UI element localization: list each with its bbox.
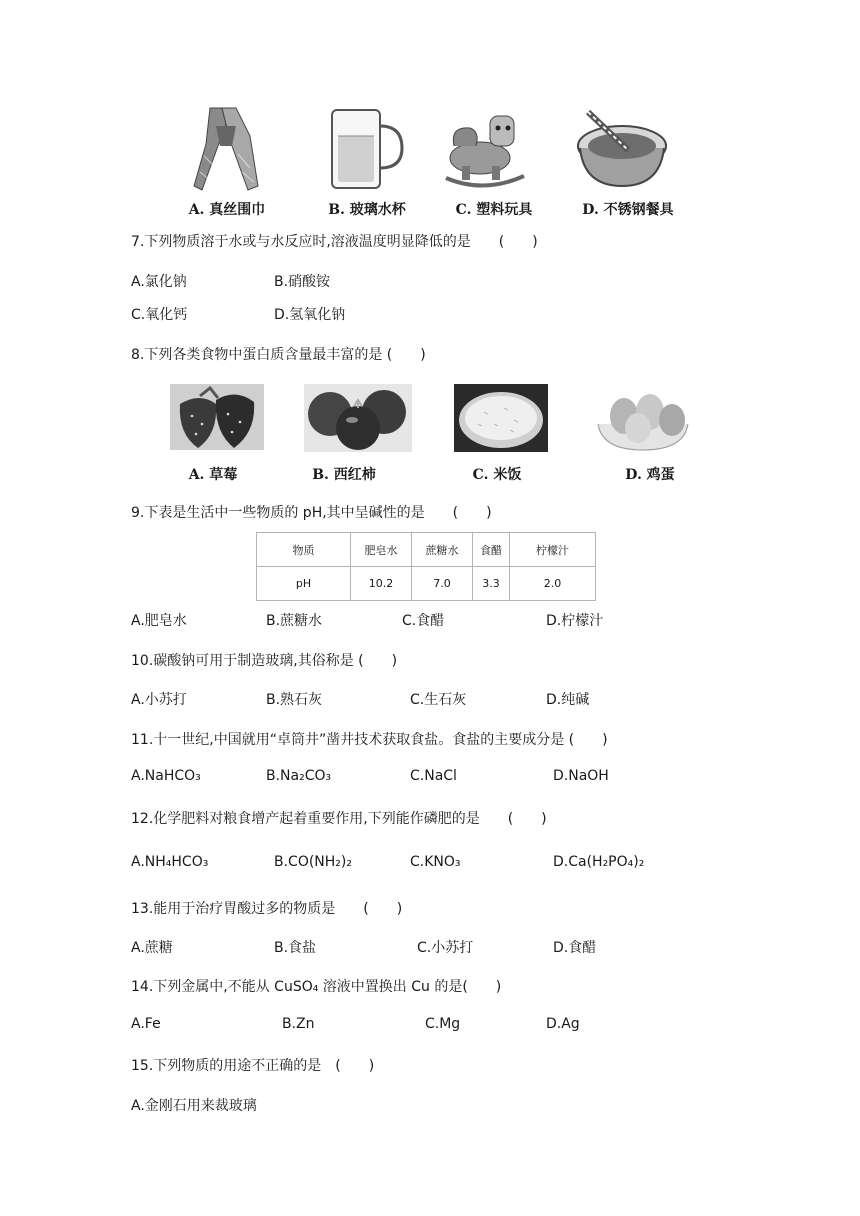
table-cell: 7.0	[412, 567, 473, 601]
q7-option-d: D.氢氧化钠	[274, 307, 346, 323]
table-cell: 蔗糖水	[412, 533, 473, 567]
q10-option-a: A.小苏打	[131, 692, 187, 708]
q10-option-c: C.生石灰	[410, 692, 467, 708]
table-row	[257, 533, 596, 567]
q6-caption-d: D. 不锈钢餐具	[582, 202, 674, 218]
q8-caption-b: B. 西红柿	[312, 467, 376, 483]
q12-option-c: C.KNO₃	[410, 854, 461, 870]
table-cell: 2.0	[510, 567, 596, 601]
table-cell: 食醋	[473, 533, 510, 567]
table-row	[257, 567, 596, 601]
q10-option-d: D.纯碱	[546, 692, 590, 708]
q12-stem: 12.化学肥料对粮食增产起着重要作用,下列能作磷肥的是 ( )	[131, 811, 547, 827]
q9-stem: 9.下表是生活中一些物质的 pH,其中呈碱性的是 ( )	[131, 505, 492, 521]
q14-stem: 14.下列金属中,不能从 CuSO₄ 溶液中置换出 Cu 的是( )	[131, 979, 502, 995]
q8-caption-a: A. 草莓	[188, 467, 238, 483]
q15-stem: 15.下列物质的用途不正确的是 ( )	[131, 1058, 375, 1074]
q6-caption-a: A. 真丝围巾	[188, 202, 266, 218]
q12-option-a: A.NH₄HCO₃	[131, 854, 209, 870]
q11-option-c: C.NaCl	[410, 768, 457, 784]
q13-option-a: A.蔗糖	[131, 940, 173, 956]
tomato-icon	[304, 384, 412, 452]
q13-option-d: D.食醋	[553, 940, 597, 956]
eggs-icon	[594, 384, 692, 452]
q13-option-b: B.食盐	[274, 940, 317, 956]
q6-caption-c: C. 塑料玩具	[455, 202, 533, 218]
q11-option-d: D.NaOH	[553, 768, 609, 784]
q12-option-d: D.Ca(H₂PO₄)₂	[553, 854, 645, 870]
q6-caption-b: B. 玻璃水杯	[328, 202, 406, 218]
q9-option-b: B.蔗糖水	[266, 613, 323, 629]
q9-option-a: A.肥皂水	[131, 613, 187, 629]
table-cell: pH	[257, 567, 351, 601]
q14-option-a: A.Fe	[131, 1016, 161, 1032]
q12-option-b: B.CO(NH₂)₂	[274, 854, 352, 870]
q7-option-b: B.硝酸铵	[274, 274, 331, 290]
steel-bowl-icon	[574, 106, 672, 192]
table-cell: 物质	[257, 533, 351, 567]
glass-cup-icon	[326, 106, 408, 192]
table-cell: 肥皂水	[351, 533, 412, 567]
table-cell: 10.2	[351, 567, 412, 601]
q13-stem: 13.能用于治疗胃酸过多的物质是 ( )	[131, 901, 403, 917]
q8-caption-d: D. 鸡蛋	[625, 467, 675, 483]
table-cell: 柠檬汁	[510, 533, 596, 567]
q8-caption-c: C. 米饭	[472, 467, 522, 483]
ph-table	[256, 532, 596, 601]
rice-icon	[454, 384, 548, 452]
q9-option-d: D.柠檬汁	[546, 613, 604, 629]
q15-option-a: A.金刚石用来裁玻璃	[131, 1098, 257, 1114]
q11-stem: 11.十一世纪,中国就用“卓筒井”凿井技术获取食盐。食盐的主要成分是 ( )	[131, 732, 608, 748]
q9-option-c: C.食醋	[402, 613, 445, 629]
silk-scarf-icon	[192, 106, 262, 192]
table-cell: 3.3	[473, 567, 510, 601]
q7-option-a: A.氯化钠	[131, 274, 187, 290]
plastic-toy-icon	[440, 106, 528, 192]
q10-option-b: B.熟石灰	[266, 692, 323, 708]
q14-option-c: C.Mg	[425, 1016, 461, 1032]
q14-option-b: B.Zn	[282, 1016, 315, 1032]
q7-option-c: C.氧化钙	[131, 307, 188, 323]
q8-stem: 8.下列各类食物中蛋白质含量最丰富的是 ( )	[131, 347, 426, 363]
strawberry-icon	[170, 384, 264, 450]
q13-option-c: C.小苏打	[417, 940, 474, 956]
q7-stem: 7.下列物质溶于水或与水反应时,溶液温度明显降低的是 ( )	[131, 234, 538, 250]
q10-stem: 10.碳酸钠可用于制造玻璃,其俗称是 ( )	[131, 653, 398, 669]
q11-option-a: A.NaHCO₃	[131, 768, 201, 784]
q11-option-b: B.Na₂CO₃	[266, 768, 332, 784]
q14-option-d: D.Ag	[546, 1016, 580, 1032]
